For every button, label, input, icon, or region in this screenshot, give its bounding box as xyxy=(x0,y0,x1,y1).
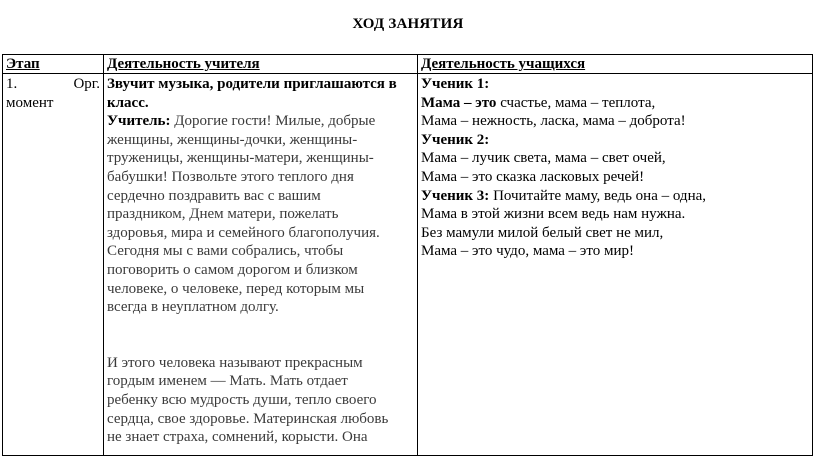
teacher-line: ребенку всю мудрость души, тепло своего xyxy=(107,391,377,408)
student-3-line-1-rest: Почитайте маму, ведь она – одна, xyxy=(489,187,706,204)
paragraph-gap xyxy=(107,317,414,354)
student-2-line-2: Мама – это сказка ласковых речей! xyxy=(421,168,645,185)
table-row xyxy=(3,74,813,456)
stage-name-part2: момент xyxy=(6,94,54,111)
student-3-line-4: Мама – это чудо, мама – это мир! xyxy=(421,243,634,260)
teacher-line: сердечно поздравить вас с вашим xyxy=(107,187,321,204)
student-1-line-2: Мама – нежность, ласка, мама – доброта! xyxy=(421,113,686,130)
stage-name-part1: Орг. xyxy=(73,76,100,92)
student-2-line-1: Мама – лучик света, мама – свет очей, xyxy=(421,150,666,167)
student-1-line-1-bold: Мама – это xyxy=(421,94,497,111)
stage-cell xyxy=(3,74,104,456)
teacher-line: бабушки! Позвольте этого теплого дня xyxy=(107,168,354,185)
teacher-line: женщины, женщины-дочки, женщины- xyxy=(107,131,358,148)
teacher-cell xyxy=(104,74,418,456)
teacher-line: всегда в неуплатном долгу. xyxy=(107,299,279,316)
student-3-label: Ученик 3: xyxy=(421,187,490,204)
teacher-line: гордым именем — Мать. Мать отдает xyxy=(107,373,348,390)
students-cell xyxy=(418,74,813,456)
header-teacher-activity: Деятельность учителя xyxy=(104,55,418,74)
student-1-line-1-rest: счастье, мама – теплота, xyxy=(496,94,656,111)
header-student-activity: Деятельность учащихся xyxy=(418,55,813,74)
teacher-line: человеке, о человеке, перед которым мы xyxy=(107,280,365,297)
table-header-row xyxy=(3,55,813,74)
student-2-label: Ученик 2: xyxy=(421,131,490,148)
teacher-speaker: Учитель: xyxy=(107,113,171,130)
teacher-line: здоровья, мира и семейного благополучия. xyxy=(107,224,380,241)
teacher-line: труженицы, женщины-матери, женщины- xyxy=(107,150,374,167)
student-3-line-3: Без мамули милой белый свет не мил, xyxy=(421,224,664,241)
teacher-line: не знает страха, сомнений, корысти. Она xyxy=(107,429,368,446)
teacher-line: Сегодня мы с вами собрались, чтобы xyxy=(107,243,344,260)
teacher-line: сердца, свое здоровье. Материнская любовь xyxy=(107,410,389,427)
student-1-line-1 xyxy=(421,94,809,113)
page-title: ХОД ЗАНЯТИЯ xyxy=(352,16,464,32)
lesson-table xyxy=(2,54,813,456)
teacher-line: поговорить о самом дорогом и близком xyxy=(107,261,358,278)
teacher-intro: Звучит музыка, родители приглашаются в класс. xyxy=(107,76,397,111)
teacher-line: И этого человека называют прекрасным xyxy=(107,354,363,371)
teacher-line: праздником, Днем матери, пожелать xyxy=(107,206,339,223)
teacher-speech-2 xyxy=(107,354,414,447)
student-3-line-1 xyxy=(421,187,809,206)
teacher-speech xyxy=(107,112,414,317)
teacher-line: Дорогие гости! Милые, добрые xyxy=(170,113,376,130)
student-1-label: Ученик 1: xyxy=(421,76,490,92)
student-3-line-2: Мама в этой жизни всем ведь нам нужна. xyxy=(421,206,686,223)
stage-line xyxy=(6,75,100,94)
stage-number: 1. xyxy=(6,76,18,92)
header-stage: Этап xyxy=(3,55,104,74)
